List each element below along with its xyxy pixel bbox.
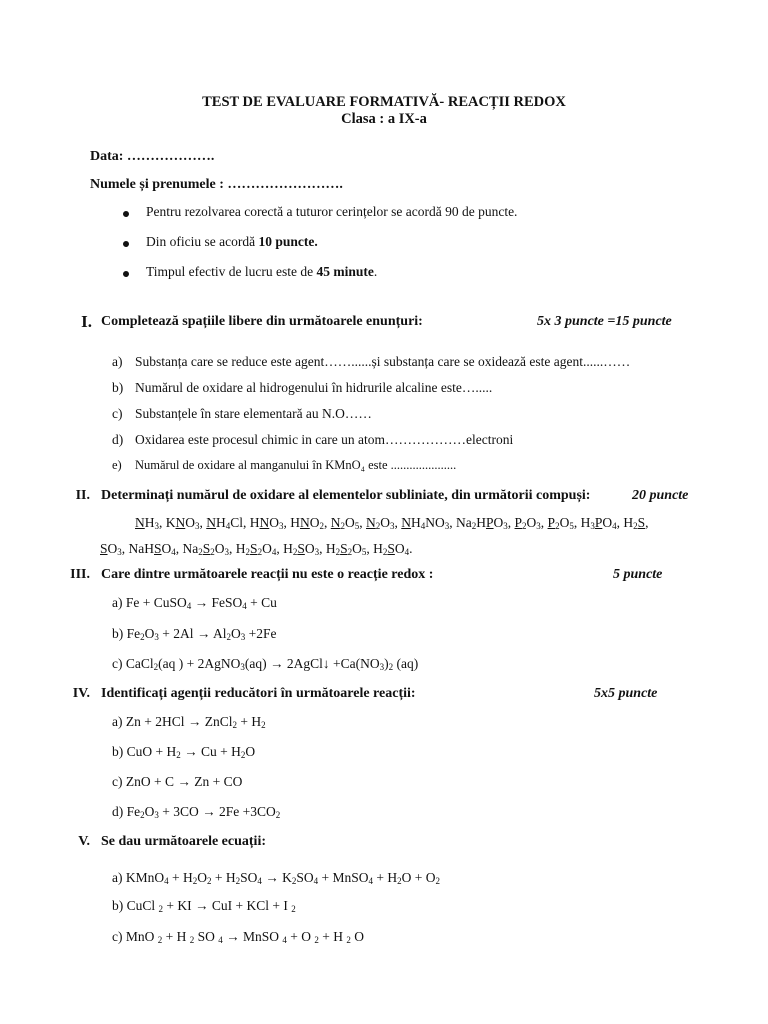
bullet-points-total: Pentru rezolvarea corectă a tuturor cerințelor se acordă 90 de puncte.: [146, 204, 518, 219]
bullet-icon: [123, 241, 129, 247]
section-title: Care dintre următoarele reacții nu este o reacție redox :: [101, 567, 434, 582]
list-item: Substanțele în stare elementară au N.O……: [135, 406, 372, 421]
section-title: Determinați numărul de oxidare al elementelor subliniate, din următorii compuși:: [101, 488, 591, 503]
page-title: TEST DE EVALUARE FORMATIVĂ- REACȚII REDOX: [202, 94, 566, 110]
list-item: Numărul de oxidare al manganului în KMnO₄ este .....................: [135, 458, 457, 472]
section-numeral: II.: [75, 488, 90, 503]
list-item-label: b): [112, 380, 124, 395]
reaction-item: b) $Fe_2O_3 + 2Al \to Al_2O_3 +2Fe$: [112, 626, 277, 642]
bullet-time: Timpul efectiv de lucru este de 45 minute.: [146, 264, 378, 279]
section-points: 5x 3 puncte =15 puncte: [537, 314, 672, 329]
list-item-label: a): [112, 354, 123, 369]
list-item-label: e): [112, 458, 122, 472]
equation-item: c) MnO $_2$ + H $_2$ SO $_4$ → MnSO $_4$ + O $_2$ + H $_2$ O: [112, 929, 365, 945]
section-numeral: V.: [78, 834, 90, 849]
list-item: Substanța care se reduce este agent……......și substanța care se oxidează este agent......……: [135, 354, 631, 369]
reaction-item: b) CuO + $H_2 \to Cu + H_2O$: [112, 744, 256, 760]
reaction-item: c) CaCl$_2$(aq ) + 2AgNO$_3$(aq) → 2AgCl↓ $+Ca(NO_3)_2$ (aq): [112, 656, 419, 672]
class-label: Clasa : a IX-a: [341, 111, 427, 127]
equation-item: b) CuCl $_2$ + KI → CuI + KCl + I $_2$: [112, 898, 296, 914]
list-item: Oxidarea este procesul chimic in care un atom………………electroni: [135, 432, 514, 447]
list-item-label: d): [112, 432, 124, 447]
section-points: 5x5 puncte: [594, 686, 658, 701]
reaction-item: d) $Fe_2O_3 + 3CO \to 2Fe +3CO_2$: [112, 804, 281, 820]
section-points: 20 puncte: [632, 488, 689, 503]
compounds-line-2: $SO_3$, NaHSO$_4$, $Na_2S_2O_3$, $H_2S_2O_4$, $H_2SO_3$, $H_2S_2O_5$, $H_2SO_4$.: [100, 541, 413, 557]
name-field: Numele și prenumele : …………………….: [90, 177, 343, 192]
equation-item: a) KMnO$_4$ + $H_2O_2 + H_2SO_4 \to K_2SO_4$ + MnSO$_4$ + $H_2O + O_2$: [112, 870, 441, 886]
reaction-item: c) ZnO + C → Zn + CO: [112, 774, 243, 789]
section-numeral: I.: [81, 312, 92, 331]
list-item: Numărul de oxidare al hidrogenului în hidrurile alcaline este….....: [135, 380, 493, 395]
reaction-item: a) Zn + 2HCl → ZnCl$_2$ + $H_2$: [112, 714, 266, 730]
bullet-icon: [123, 211, 129, 217]
bullet-icon: [123, 271, 129, 277]
reaction-item: a) Fe + CuSO$_4$ → FeSO$_4$ + Cu: [112, 595, 277, 611]
section-numeral: IV.: [72, 686, 90, 701]
section-title: Completează spațiile libere din următoarele enunțuri:: [101, 314, 423, 329]
section-numeral: III.: [70, 567, 90, 582]
date-field: Data: ……………….: [90, 149, 215, 164]
section-points: 5 puncte: [613, 567, 663, 582]
bullet-official-points: Din oficiu se acordă 10 puncte.: [146, 234, 318, 249]
section-title: Identificați agenții reducători în următoarele reacții:: [101, 686, 416, 701]
section-title: Se dau următoarele ecuații:: [101, 834, 266, 849]
list-item-label: c): [112, 406, 123, 421]
compounds-line-1: $NH_3$, $KNO_3$, $NH_4Cl$, $HNO_3$, $HNO_2$, $N_2O_5$, $N_2O_3$, $NH_4NO_3$, $Na_2HPO_3$, $P_2O_3$, $P_2O_5$, $H_3PO_4$, $H_2S$,: [135, 515, 649, 531]
